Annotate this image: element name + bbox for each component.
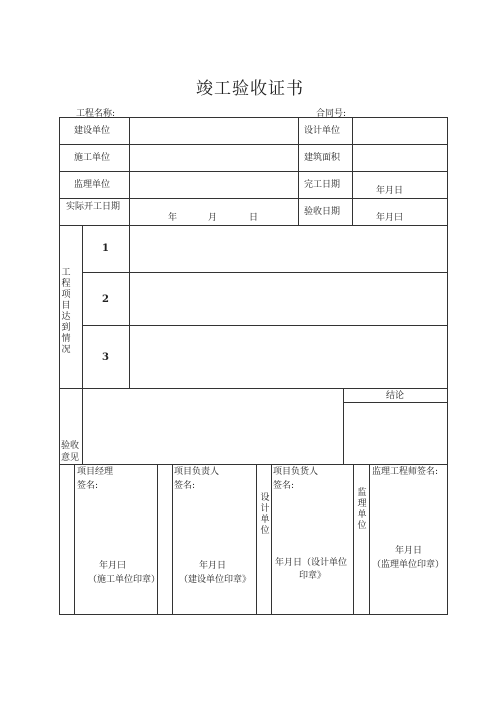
design-sign: 签名: bbox=[273, 481, 295, 491]
col-divider bbox=[352, 117, 353, 225]
project-status-label: 工程项目达到情况 bbox=[61, 268, 71, 355]
contract-no-label: 合同号: bbox=[316, 109, 347, 119]
builder-seal: （施工单位印章） bbox=[88, 575, 161, 585]
supervision-role: 监理工程师签名: bbox=[372, 467, 439, 477]
builder-date: 年月曰 bbox=[99, 561, 127, 571]
builder-unit-label: 施工单位 bbox=[74, 153, 111, 163]
owner-date: 年月日 bbox=[199, 561, 227, 571]
completion-date-value: 年月日 bbox=[376, 186, 404, 196]
row-divider bbox=[82, 325, 448, 326]
builder-sign: 签名: bbox=[77, 481, 99, 491]
col-divider bbox=[129, 225, 130, 388]
acceptance-date-value: 年月曰 bbox=[376, 213, 404, 223]
design-unit-vertical-label: 设计单位 bbox=[260, 493, 270, 536]
col-divider bbox=[256, 464, 257, 615]
supervision-date: 年月日 bbox=[395, 546, 423, 556]
building-area-label: 建筑面积 bbox=[304, 153, 341, 163]
col-divider bbox=[74, 464, 75, 615]
row-divider bbox=[59, 225, 448, 226]
row-divider bbox=[59, 464, 448, 465]
conclusion-label: 结论 bbox=[386, 391, 405, 401]
supervision-seal: （监理单位印章） bbox=[372, 560, 445, 570]
document-title: 竣工验收证书 bbox=[196, 79, 304, 99]
actual-start-date-label: 实际开工日期 bbox=[66, 202, 121, 212]
acceptance-opinion-label: 验收意见 bbox=[61, 441, 80, 463]
design-date: 年月日（设计单位 bbox=[275, 558, 348, 568]
design-unit-label: 设计单位 bbox=[304, 126, 341, 136]
col-divider bbox=[343, 388, 344, 464]
col-divider bbox=[271, 464, 272, 615]
status-item-2: 2 bbox=[102, 294, 109, 305]
supervision-unit-label: 监理单位 bbox=[74, 180, 111, 190]
design-seal: 印章》 bbox=[299, 571, 327, 581]
col-divider bbox=[157, 464, 158, 615]
design-role: 项目负货人 bbox=[273, 467, 319, 477]
col-divider bbox=[129, 117, 130, 225]
owner-sign: 签名: bbox=[174, 481, 196, 491]
start-year: 年 bbox=[168, 213, 178, 223]
row-divider bbox=[59, 388, 448, 389]
builder-role: 项目经理 bbox=[77, 467, 114, 477]
start-month: 月 bbox=[208, 213, 218, 223]
row-divider bbox=[82, 272, 448, 273]
owner-role: 项目负责人 bbox=[174, 467, 220, 477]
col-divider bbox=[82, 225, 83, 388]
row-divider bbox=[343, 402, 448, 403]
supervision-unit-vertical-label: 监理单位 bbox=[357, 488, 367, 531]
acceptance-date-label: 验收日期 bbox=[304, 207, 341, 217]
status-item-1: 1 bbox=[102, 243, 109, 254]
status-item-3: 3 bbox=[102, 352, 109, 363]
completion-date-label: 完工日期 bbox=[304, 180, 341, 190]
project-name-label: 工程名称: bbox=[76, 109, 116, 119]
col-divider bbox=[369, 464, 370, 615]
row-divider bbox=[59, 171, 448, 172]
start-day: 日 bbox=[249, 213, 259, 223]
col-divider bbox=[353, 464, 354, 615]
row-divider bbox=[59, 198, 448, 199]
owner-seal: （建设单位印章》 bbox=[178, 575, 251, 585]
construction-unit-label: 建设单位 bbox=[74, 126, 111, 136]
col-divider bbox=[172, 464, 173, 615]
row-divider bbox=[59, 144, 448, 145]
col-divider bbox=[298, 117, 299, 225]
